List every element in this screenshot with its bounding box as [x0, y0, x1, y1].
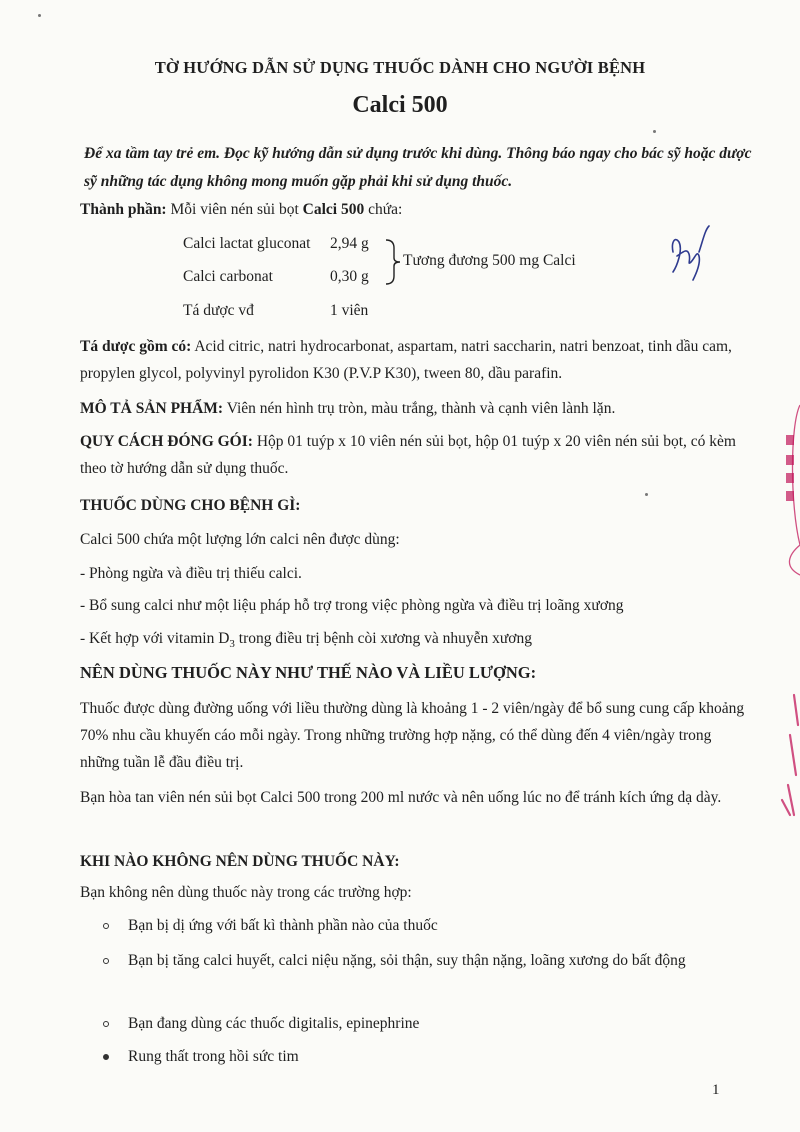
- scan-speck: [645, 493, 648, 496]
- ingredient-amount: 1 viên: [330, 302, 369, 319]
- indication-item-part: - Kết hợp với vitamin D: [80, 630, 230, 647]
- composition-intro: Mỗi viên nén sủi bọt: [170, 201, 299, 218]
- ingredient-amount: 0,30 g: [330, 268, 369, 285]
- indication-item: - Bổ sung calci như một liệu pháp hỗ trợ trong việc phòng ngừa và điều trị loãng xương: [80, 597, 624, 614]
- calcium-equivalent: Tương đương 500 mg Calci: [403, 252, 576, 269]
- indication-item-part: trong điều trị bệnh còi xương và nhuyễn xương: [238, 630, 532, 647]
- scan-speck: [38, 14, 41, 17]
- handwritten-signature: [665, 222, 715, 282]
- scan-speck: [653, 130, 656, 133]
- indications-heading: THUỐC DÙNG CHO BỆNH GÌ:: [80, 497, 301, 514]
- description-text: Viên nén hình trụ tròn, màu trắng, thành và cạnh viên lành lặn.: [226, 400, 616, 417]
- description-paragraph: [80, 395, 752, 422]
- dosage-paragraph: Bạn hòa tan viên nén sủi bọt Calci 500 trong 200 ml nước và nên uống lúc no để tránh kích ứng dạ dày.: [80, 789, 722, 806]
- bullet-icon: [103, 958, 109, 964]
- safety-warning: Để xa tầm tay trẻ em. Đọc kỹ hướng dẫn sử dụng trước khi dùng. Thông báo ngay cho bác sỹ hoặc dược sỹ những tác dụng không mong muốn gặp phải khi sử dụng thuốc.: [84, 145, 752, 190]
- contraindication-item: Bạn đang dùng các thuốc digitalis, epinephrine: [128, 1015, 420, 1032]
- indication-item: - Phòng ngừa và điều trị thiếu calci.: [80, 565, 302, 582]
- packaging-label: QUY CÁCH ĐÓNG GÓI:: [80, 433, 253, 450]
- description-label: MÔ TẢ SẢN PHẨM:: [80, 400, 224, 417]
- excipients-paragraph: [80, 333, 752, 387]
- bullet-icon: [103, 923, 109, 929]
- contraindications-heading: KHI NÀO KHÔNG NÊN DÙNG THUỐC NÀY:: [80, 853, 400, 870]
- ingredient-name: Tá dược vđ: [183, 302, 254, 319]
- indications-intro: Calci 500 chứa một lượng lớn calci nên được dùng:: [80, 531, 400, 548]
- excipients-label: Tá dược gồm có:: [80, 338, 192, 355]
- leaflet-title: TỜ HƯỚNG DẪN SỬ DỤNG THUỐC DÀNH CHO NGƯỜI BỆNH: [154, 58, 646, 77]
- contraindication-item: Bạn bị tăng calci huyết, calci niệu nặng, sỏi thận, suy thận nặng, loãng xương do bất động: [128, 952, 686, 969]
- product-name: Calci 500: [352, 92, 448, 118]
- packaging-paragraph: [80, 428, 752, 482]
- contraindication-item: Rung thất trong hồi sức tim: [128, 1048, 299, 1065]
- stamp-mark: [760, 395, 800, 835]
- composition-product: Calci 500: [302, 201, 365, 218]
- excipients-text: Acid citric, natri hydrocarbonat, aspartam, natri saccharin, natri benzoat, tinh dầu cam, propylen glycol, polyvinyl pyrolidon K30 (P.V.P K30), tween 80, dầu parafin.: [80, 338, 732, 382]
- packaging-text: Hộp 01 tuýp x 10 viên nén sủi bọt, hộp 01 tuýp x 20 viên nén sủi bọt, có kèm theo tờ hướng dẫn sử dụng thuốc.: [80, 433, 736, 477]
- contraindications-intro: Bạn không nên dùng thuốc này trong các trường hợp:: [80, 884, 412, 901]
- bullet-icon: [103, 1021, 109, 1027]
- composition-suffix: chứa:: [368, 201, 403, 218]
- dosage-paragraph: Thuốc được dùng đường uống với liều thường dùng là khoảng 1 - 2 viên/ngày để bổ sung cung cấp khoảng 70% nhu cầu khuyến cáo mỗi ngày. Trong những trường hợp nặng, có thể dùng đến 4 viên/ngày trong những tuần lễ đầu điều trị.: [80, 700, 745, 771]
- ingredient-name: Calci lactat gluconat: [183, 235, 311, 252]
- vitamin-subscript: 3: [229, 638, 235, 651]
- contraindication-item: Bạn bị dị ứng với bất kì thành phần nào của thuốc: [128, 917, 438, 934]
- ingredient-amount: 2,94 g: [330, 235, 369, 252]
- composition-line: [80, 201, 402, 219]
- page-number: 1: [712, 1082, 720, 1098]
- curly-brace-icon: [384, 238, 402, 286]
- composition-label: Thành phần:: [80, 201, 167, 218]
- dosage-heading: NÊN DÙNG THUỐC NÀY NHƯ THẾ NÀO VÀ LIỀU LƯỢNG:: [80, 663, 537, 682]
- indication-item: [80, 625, 752, 658]
- ingredient-name: Calci carbonat: [183, 268, 273, 285]
- bullet-icon: [103, 1054, 109, 1060]
